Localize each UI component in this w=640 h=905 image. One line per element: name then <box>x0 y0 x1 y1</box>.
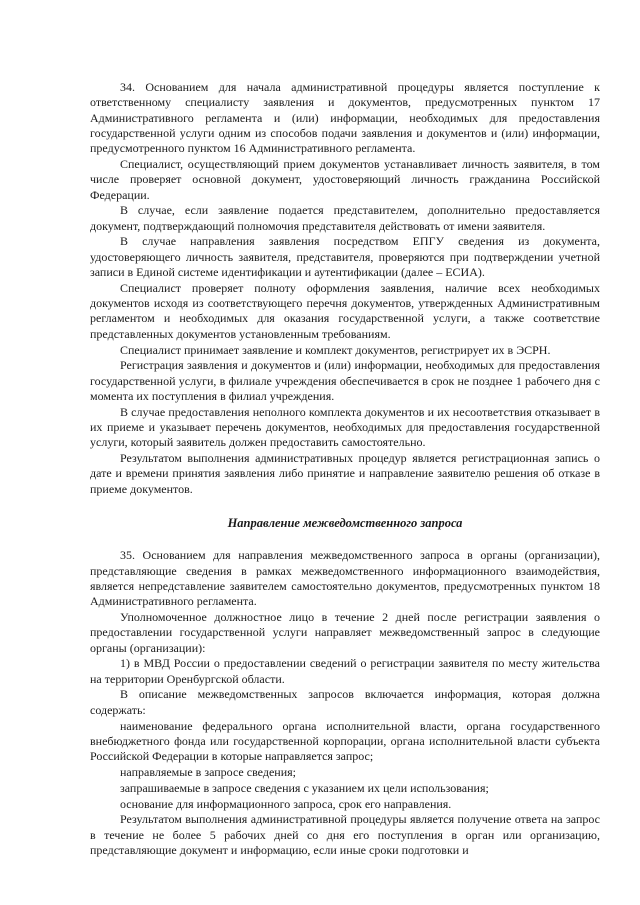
paragraph-result-35: Результатом выполнения административной процедуры является получение ответа на запрос в течение не более 5 рабочих дней со дня его поступления в орган или организацию, представляющие документ и информацию, если иные сроки подготовки и <box>90 812 600 857</box>
list-item-requested-info: запрашиваемые в запросе сведения с указанием их цели использования; <box>120 780 489 795</box>
paragraph-mvd-request: 1) в МВД России о предоставлении сведений о регистрации заявителя по месту жительства на территории Оренбургской области. <box>90 656 600 686</box>
document-body <box>90 80 600 859</box>
list-item-authority-name: наименование федерального органа исполнительной власти, органа государственного внебюджетного фонда или государственной корпорации, органа исполнительной власти субъекта Российской Федерации в которые направляется запрос; <box>90 718 600 764</box>
list-item-sent-info: направляемые в запросе сведения; <box>120 764 296 779</box>
paragraph-34-intro: 34. Основанием для начала административной процедуры является поступление к ответственному специалисту заявления и документов, предусмотренных пунктом 17 Административного регламента и (или) информации, необходимых для предоставления государственной услуги одним из способов подачи заявления и документов и (или) информации, предусмотренного пунктом 16 Административного регламента. <box>90 80 600 156</box>
paragraph-registration-esrn: Специалист принимает заявление и комплект документов, регистрирует их в ЭСРН. <box>120 342 551 357</box>
paragraph-incomplete-set: В случае предоставления неполного комплекта документов и их несоответствия отказывает в их приеме и указывает перечень документов, необходимых для предоставления государственной услуги, который заявитель должен предоставить самостоятельно. <box>90 404 600 450</box>
section-heading-interagency-request: Направление межведомственного запроса <box>227 516 463 531</box>
paragraph-request-contents: В описание межведомственных запросов включается информация, которая должна содержать: <box>90 687 600 717</box>
paragraph-result-34: Результатом выполнения административных процедур является регистрационная запись о дате и времени принятия заявления либо принятие и направление заявителю решения об отказе в приеме документов. <box>90 451 600 496</box>
paragraph-completeness-check: Специалист проверяет полноту оформления заявления, наличие всех необходимых документов исходя из соответствующего перечня документов, утвержденных Административным регламентом и необходимых для оказания государственной услуги, а также соответствие представленных документов установленным требованиям. <box>90 280 600 341</box>
paragraph-representative: В случае, если заявление подается представителем, дополнительно предоставляется документ, подтверждающий полномочия представителя действовать от имени заявителя. <box>90 203 600 233</box>
paragraph-35-intro: 35. Основанием для направления межведомственного запроса в органы (организации), представляющие сведения в рамках межведомственного информационного взаимодействия, является непредставление заявителем самостоятельно документов, предусмотренных пунктом 18 Административного регламента. <box>90 548 600 609</box>
paragraph-official-request: Уполномоченное должностное лицо в течение 2 дней после регистрации заявления о предоставлении государственной услуги направляет межведомственный запрос в следующие органы (организации): <box>90 610 600 655</box>
paragraph-epgu: В случае направления заявления посредством ЕПГУ сведения из документа, удостоверяющего личность заявителя, представителя, проверяются при подтверждении учетной записи в Единой системе идентификации и аутентификации (далее – ЕСИА). <box>90 234 600 280</box>
paragraph-registration-term: Регистрация заявления и документов и (или) информации, необходимых для предоставления государственной услуги, в филиале учреждения обеспечивается в срок не позднее 1 рабочего дня с момента их поступления в филиал учреждения. <box>90 358 600 403</box>
list-item-request-basis: основание для информационного запроса, срок его направления. <box>120 796 452 811</box>
paragraph-identity-check: Специалист, осуществляющий прием документов устанавливает личность заявителя, в том числе проверяет основной документ, удостоверяющий личность гражданина Российской Федерации. <box>90 156 600 202</box>
